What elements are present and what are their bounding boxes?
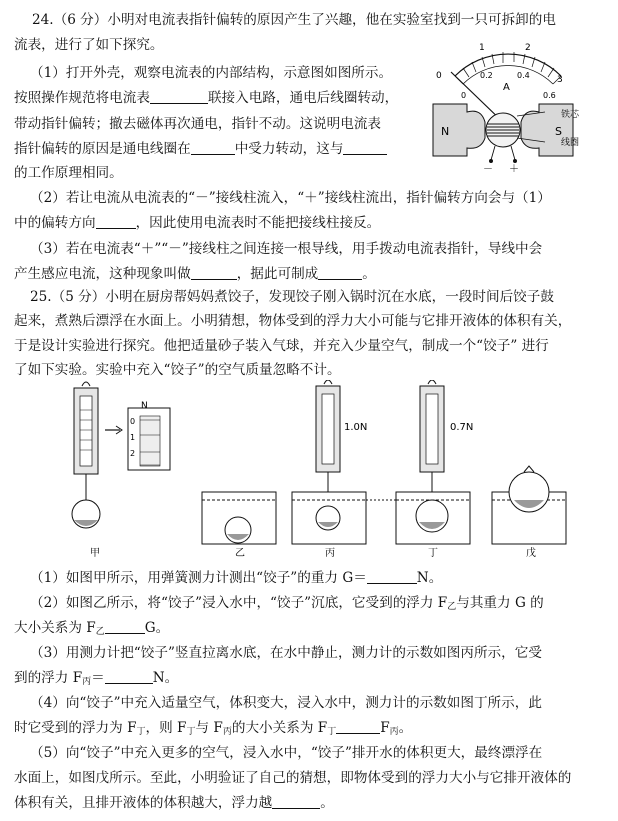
scale-tick-2: 2: [130, 449, 136, 458]
scale-top-2: 2: [525, 43, 531, 53]
answer-blank-conclusion[interactable]: [272, 795, 320, 809]
q25-s4-text-b: ，则 F: [145, 720, 187, 736]
q25-s2-line1: [30, 595, 544, 615]
q24-p1-line3: 带动指针偏转；撤去磁体再次通电，指针不动。这说明电流表: [14, 116, 382, 132]
q25-s1-text: （1）如图甲所示，用弹簧测力计测出“饺子”的重力 G＝: [30, 570, 367, 586]
answer-blank-relation-yi[interactable]: [105, 620, 145, 634]
scale-tick-1: 1: [130, 433, 136, 442]
terminal-plus-wire: [511, 146, 515, 160]
q24-p2-line1: （2）若让电流从电流表的“－”接线柱流入，“＋”接线柱流出，指针偏转方向会与（1）: [30, 190, 551, 206]
q25-s5-line1: （5）向“饺子”中充入更多的空气，浸入水中，“饺子”排开水的体积更大，最终漂浮在: [30, 745, 543, 761]
q25-s2-sub: 乙: [447, 602, 457, 612]
q24-header-2: 流表，进行了如下探究。: [14, 37, 164, 53]
terminal-plus: [513, 159, 517, 163]
label-core: 铁芯: [561, 110, 580, 120]
reading-ding: 0.7N: [450, 422, 474, 433]
q25-s2-text-b: 与其重力 G 的: [456, 595, 544, 611]
q25-line4: 了如下实验。实验中充入“饺子”的空气质量忽略不计。: [14, 362, 341, 378]
q25-s5-end: 。: [320, 795, 334, 811]
fig-label-jia: 甲: [90, 548, 100, 559]
scale-unit-n: N: [141, 401, 148, 411]
q25-s3-line2: [14, 670, 178, 690]
q24-p1-line1: （1）打开外壳，观察电流表的内部结构，示意图如图所示。: [30, 65, 393, 81]
scale-bottom-0: 0: [461, 91, 467, 100]
q24-p3-line2a: 产生感应电流，这种现象叫做: [14, 266, 191, 282]
q25-s4-text-a: 时它受到的浮力为 F: [14, 720, 137, 736]
q25-s4-sub-a: 丁: [136, 727, 146, 737]
terminal-minus: [489, 159, 493, 163]
q25-s3-unit: N。: [152, 670, 179, 686]
unit-a: A: [503, 82, 510, 93]
q24-p1-line2b: 联接入电路，通电后线圈转动，: [207, 90, 399, 106]
q25-s4-sub-c: 丙: [222, 727, 232, 737]
q24-p2-line2b: ，因此使用电流表时不能把接线柱接反。: [135, 215, 381, 231]
fig-label-ding: 丁: [428, 548, 438, 559]
reading-bing: 1.0N: [344, 422, 368, 433]
q25-s5-text: 体积有关，且排开液体的体积越大，浮力越: [14, 795, 273, 811]
q25-s2-line2: [14, 620, 169, 640]
q25-line2: 起来，煮熟后漂浮在水面上。小明猜想，物体受到的浮力大小可能与它排开液体的体积有关，: [14, 313, 572, 329]
scale-tick-0: 0: [130, 417, 136, 426]
scale-right-3: 3: [557, 75, 563, 85]
q24-p1-line4b: 中受力转动，这与: [234, 141, 344, 157]
q25-s4-line1: （4）向“饺子”中充入适量空气，体积变大，浸入水中，测力计的示数如图丁所示，此: [30, 695, 542, 711]
q25-s5-line3: [14, 795, 334, 811]
q25-s4-sub-e: 丙: [389, 727, 399, 737]
q25-s5-line2: 水面上，如图戊所示。至此，小明验证了自己的猜想，即物体受到的浮力大小与它排开液体的: [14, 770, 572, 786]
q25-line1: 25.（5 分）小明在厨房帮妈妈煮饺子，发现饺子刚入锅时沉在水底，一段时间后饺子鼓: [30, 289, 554, 305]
q24-header: 24.（6 分）小明对电流表指针偏转的原因产生了兴趣，他在实验室找到一只可拆卸的电: [32, 12, 556, 28]
q25-s2-text: （2）如图乙所示，将“饺子”浸入水中，“饺子”沉底，它受到的浮力 F: [30, 595, 448, 611]
q24-p3-line2b: ，据此可制成: [236, 266, 319, 282]
q24-p1-line4a: 指针偏转的原因是通电线圈在: [14, 141, 191, 157]
label-coil: 线圈: [561, 138, 580, 148]
setup-jia: [72, 382, 170, 528]
q25-s4-line2: [14, 720, 412, 740]
fig-label-wu: 戊: [526, 548, 536, 559]
q25-line3: 于是设计实验进行探究。他把适量砂子装入气球，并充入少量空气，制成一个“饺子” 进行: [14, 338, 549, 354]
scale-bottom-02: 0.2: [480, 71, 493, 80]
terminal-minus-label: －: [483, 164, 493, 172]
answer-blank-gravity[interactable]: [367, 570, 417, 584]
q25-s3-eq: ＝: [91, 670, 105, 686]
scale-top-1: 1: [479, 43, 485, 53]
terminal-plus-label: ＋: [509, 164, 519, 172]
q25-s2-g: G。: [144, 620, 170, 636]
q25-s2-relation-sub: 乙: [95, 627, 105, 637]
fig-label-yi: 乙: [235, 548, 245, 559]
answer-blank-phenomenon[interactable]: [191, 266, 237, 280]
ammeter-diagram: [425, 42, 590, 172]
q25-s1: [30, 570, 442, 586]
q25-s3-text: 到的浮力 F: [14, 670, 83, 686]
q25-s2-relation: 大小关系为 F: [14, 620, 96, 636]
fig-label-bing: 丙: [325, 548, 335, 559]
answer-blank-buoyancy-bing[interactable]: [105, 670, 153, 684]
scale-bottom-06: 0.6: [543, 91, 556, 100]
q25-s4-text-d: 的大小关系为 F: [231, 720, 328, 736]
q24-p3-line2c: 。: [362, 266, 376, 282]
q24-p1-line5: 的工作原理相同。: [14, 165, 123, 181]
scale-left-0: 0: [436, 71, 442, 81]
answer-blank-field[interactable]: [191, 141, 235, 155]
q24-p2-line2: [14, 215, 380, 231]
pole-s-label: S: [555, 125, 562, 138]
setup-yi: [202, 492, 276, 544]
answer-blank-direction[interactable]: [96, 215, 136, 229]
setup-bing: [292, 380, 366, 544]
answer-blank-device[interactable]: [343, 141, 387, 155]
answer-blank-machine[interactable]: [318, 266, 362, 280]
q24-p1-line2: [14, 90, 398, 106]
q25-s3-line1: （3）用测力计把“饺子”竖直拉离水底，在水中静止，测力计的示数如图丙所示，它受: [30, 645, 542, 661]
q24-p1-line2a: 按照操作规范将电流表: [14, 90, 150, 106]
answer-blank-relation-ding[interactable]: [336, 720, 380, 734]
q25-s4-sub-b: 丁: [186, 727, 196, 737]
q24-p3-line1: （3）若在电流表“＋”“－”接线柱之间连接一根导线，用手拨动电流表指针，导线中会: [30, 241, 543, 257]
q25-s4-text-e: F: [380, 720, 390, 736]
answer-blank-connection[interactable]: [150, 90, 208, 104]
scale-ticks: [455, 52, 561, 84]
q25-s4-end: 。: [398, 720, 413, 736]
q25-s3-sub: 丙: [82, 677, 92, 687]
q24-p2-line2a: 中的偏转方向: [14, 215, 96, 231]
setup-wu: [492, 466, 566, 544]
q24-p3-line2: [14, 266, 376, 282]
q25-s1-unit: N。: [416, 570, 443, 586]
q24-p1-line4: [14, 141, 387, 157]
setup-ding: [396, 380, 470, 544]
q25-s4-text-c: 与 F: [195, 720, 223, 736]
dumpling-experiment-figure: [60, 380, 570, 560]
scale-arc: [455, 54, 561, 76]
scale-bottom-04: 0.4: [517, 71, 530, 80]
terminal-minus-wire: [491, 146, 495, 160]
q25-s4-sub-d: 丁: [327, 727, 337, 737]
pole-n-label: N: [441, 125, 450, 138]
